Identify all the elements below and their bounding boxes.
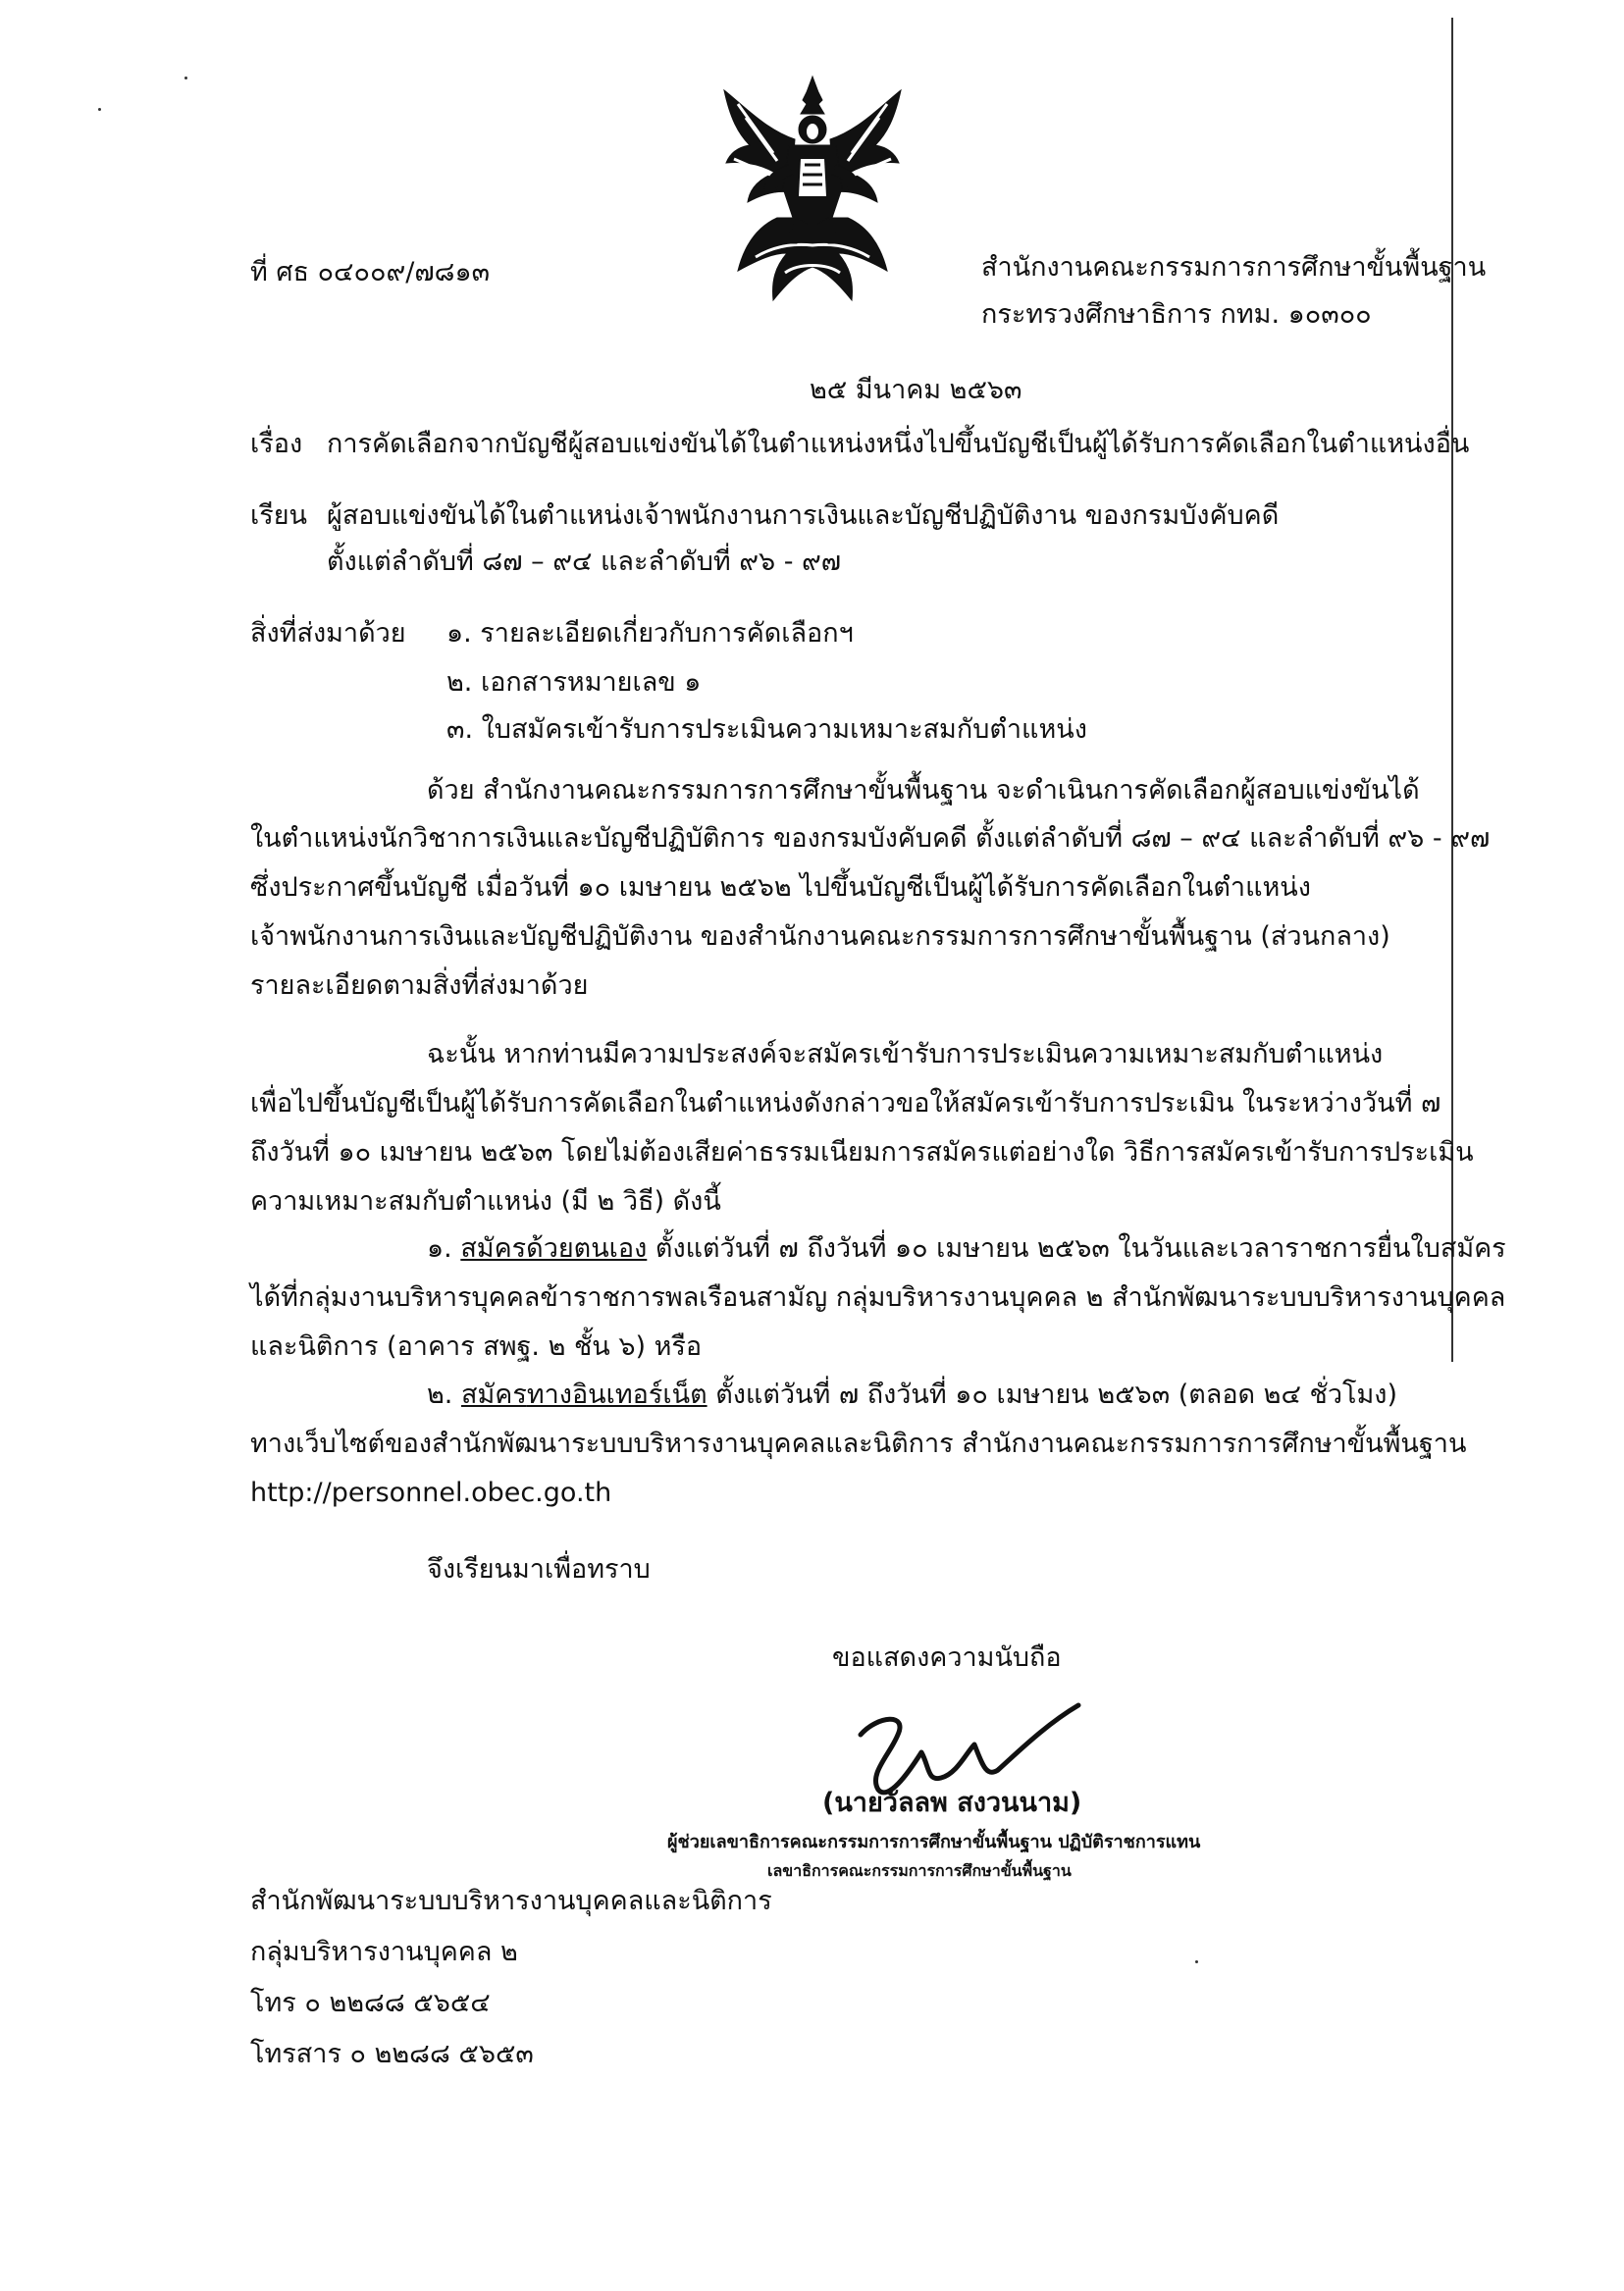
addressee-line: ตั้งแต่ลำดับที่ ๘๗ – ๙๔ และลำดับที่ ๙๖ - ๙๗ <box>327 547 842 577</box>
body-line: และนิติการ (อาคาร สพฐ. ๒ ชั้น ๖) หรือ <box>250 1331 703 1362</box>
body-line: ในตำแหน่งนักวิชาการเงินและบัญชีปฏิบัติการ ของกรมบังคับคดี ตั้งแต่ลำดับที่ ๘๗ – ๙๔ และลำดับที่ ๙๖ - ๙๗ <box>250 823 1491 854</box>
regards-line: ขอแสดงความนับถือ <box>832 1642 1062 1673</box>
addressee-label: เรียน <box>250 500 308 531</box>
enclosures-label: สิ่งที่ส่งมาด้วย <box>250 618 406 649</box>
method-1-text: ตั้งแต่วันที่ ๗ ถึงวันที่ ๑๐ เมษายน ๒๕๖๓ ในวันและเวลาราชการยื่นใบสมัคร <box>655 1233 1506 1264</box>
office-name: สำนักงานคณะกรรมการการศึกษาขั้นพื้นฐาน <box>981 252 1487 283</box>
method-1-number: ๑. <box>427 1233 452 1264</box>
enclosure-item: ๑. รายละเอียดเกี่ยวกับการคัดเลือกฯ <box>446 618 854 649</box>
signatory-title: ผู้ช่วยเลขาธิการคณะกรรมการการศึกษาขั้นพื้นฐาน ปฏิบัติราชการแทน <box>667 1832 1201 1852</box>
method-2-line <box>427 1376 1397 1415</box>
enclosure-item: ๓. ใบสมัครเข้ารับการประเมินความเหมาะสมกับตำแหน่ง <box>446 714 1087 745</box>
body-line: เจ้าพนักงานการเงินและบัญชีปฏิบัติงาน ของสำนักงานคณะกรรมการการศึกษาขั้นพื้นฐาน (ส่วนกลาง) <box>250 921 1390 952</box>
footer-telephone: โทร ๐ ๒๒๘๘ ๕๖๕๔ <box>250 1988 491 2018</box>
body-line: ทางเว็บไซต์ของสำนักพัฒนาระบบบริหารงานบุคคลและนิติการ สำนักงานคณะกรรมการการศึกษาขั้นพื้นฐาน <box>250 1429 1467 1459</box>
scan-speck <box>98 108 101 111</box>
closing-line: จึงเรียนมาเพื่อทราบ <box>427 1554 651 1585</box>
method-2-title-b: ทางอินเทอร์เน็ต <box>526 1380 707 1410</box>
body-line: เพื่อไปขึ้นบัญชีเป็นผู้ได้รับการคัดเลือกในตำแหน่งดังกล่าวขอให้สมัครเข้ารับการประเมิน ในระหว่างวันที่ ๗ <box>250 1088 1441 1119</box>
website-url: http://personnel.obec.go.th <box>250 1478 612 1508</box>
body-line: รายละเอียดตามสิ่งที่ส่งมาด้วย <box>250 970 589 1001</box>
office-address: กระทรวงศึกษาธิการ กทม. ๑๐๓๐๐ <box>981 299 1372 330</box>
method-1-title: สมัครด้วยตนเอง <box>460 1233 648 1264</box>
reference-number: ที่ ศธ ๐๔๐๐๙/๗๘๑๓ <box>250 257 491 287</box>
body-line: ด้วย สำนักงานคณะกรรมการการศึกษาขั้นพื้นฐาน จะดำเนินการคัดเลือกผู้สอบแข่งขันได้ <box>427 775 1420 806</box>
footer-group: กลุ่มบริหารงานบุคคล ๒ <box>250 1937 518 1967</box>
garuda-emblem-icon <box>716 71 909 316</box>
enclosure-item: ๒. เอกสารหมายเลข ๑ <box>446 667 702 698</box>
body-line: ความเหมาะสมกับตำแหน่ง (มี ๒ วิธี) ดังนี้ <box>250 1186 721 1217</box>
scan-speck <box>184 77 187 79</box>
signatory-title: เลขาธิการคณะกรรมการการศึกษาขั้นพื้นฐาน <box>767 1861 1072 1880</box>
body-line: ฉะนั้น หากท่านมีความประสงค์จะสมัครเข้ารับการประเมินความเหมาะสมกับตำแหน่ง <box>427 1039 1384 1069</box>
method-2-number: ๒. <box>427 1380 453 1410</box>
addressee-line: ผู้สอบแข่งขันได้ในตำแหน่งเจ้าพนักงานการเงินและบัญชีปฏิบัติงาน ของกรมบังคับคดี <box>327 500 1280 531</box>
footer-department: สำนักพัฒนาระบบบริหารงานบุคคลและนิติการ <box>250 1886 772 1916</box>
body-line: ได้ที่กลุ่มงานบริหารบุคคลข้าราชการพลเรือนสามัญ กลุ่มบริหารงานบุคคล ๒ สำนักพัฒนาระบบบริหารงานบุคคล <box>250 1282 1506 1313</box>
signatory-name: (นายวัลลพ สงวนนาม) <box>822 1788 1082 1818</box>
scan-speck <box>1195 1960 1198 1963</box>
method-2-text: ตั้งแต่วันที่ ๗ ถึงวันที่ ๑๐ เมษายน ๒๕๖๓ (ตลอด ๒๔ ชั่วโมง) <box>715 1380 1397 1410</box>
body-line: ซึ่งประกาศขึ้นบัญชี เมื่อวันที่ ๑๐ เมษายน ๒๕๖๒ ไปขึ้นบัญชีเป็นผู้ได้รับการคัดเลือกในตำแหน่ง <box>250 872 1311 903</box>
subject-text: การคัดเลือกจากบัญชีผู้สอบแข่งขันได้ในตำแหน่งหนึ่งไปขึ้นบัญชีเป็นผู้ได้รับการคัดเลือกในตำแหน่งอื่น <box>327 429 1470 459</box>
subject-label: เรื่อง <box>250 429 303 459</box>
method-2-title-a: สมัคร <box>460 1380 527 1410</box>
method-2-title <box>461 1380 707 1410</box>
body-line: ถึงวันที่ ๑๐ เมษายน ๒๕๖๓ โดยไม่ต้องเสียค่าธรรมเนียมการสมัครแต่อย่างใด วิธีการสมัครเข้ารับการประเมิน <box>250 1137 1474 1168</box>
letter-date: ๒๕ มีนาคม ๒๕๖๓ <box>810 375 1022 405</box>
method-1-line <box>427 1229 1506 1269</box>
footer-fax: โทรสาร ๐ ๒๒๘๘ ๕๖๕๓ <box>250 2039 534 2069</box>
